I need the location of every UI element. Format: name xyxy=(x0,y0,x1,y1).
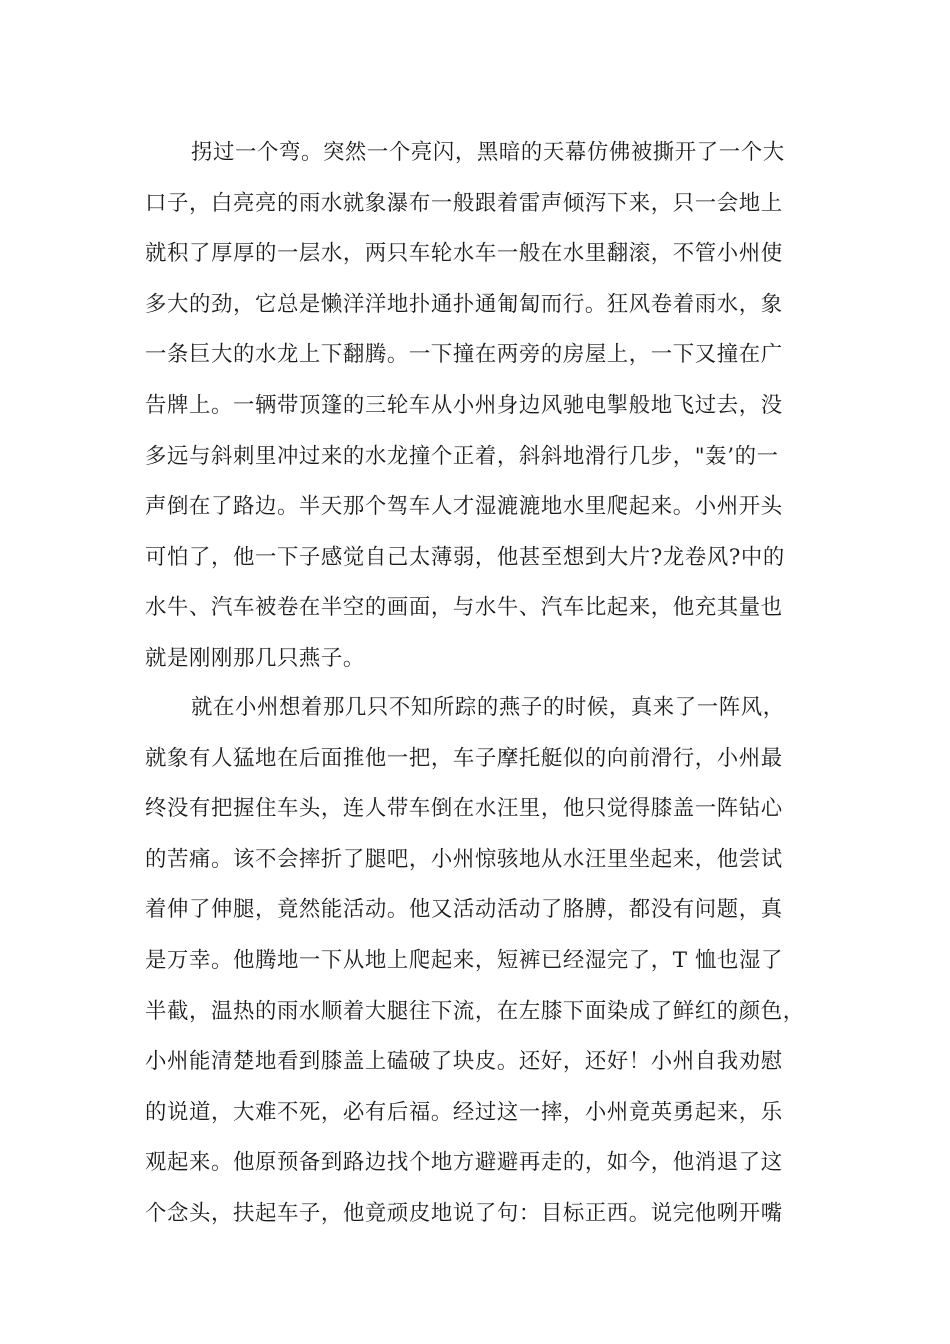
text-line: 个念头，扶起车子，他竟顽皮地说了句：目标正西。说完他咧开嘴 xyxy=(145,1200,783,1226)
text-line: 的说道，大难不死，必有后福。经过这一摔，小州竟英勇起来，乐 xyxy=(145,1099,783,1125)
text-line: 半截，温热的雨水顺着大腿往下流，在左膝下面染成了鲜红的颜色， xyxy=(145,998,805,1024)
paragraph-1 xyxy=(145,128,835,685)
text-line: 声倒在了路边。半天那个驾车人才湿漉漉地水里爬起来。小州开头 xyxy=(145,494,783,520)
text-line: 就是刚刚那几只燕子。 xyxy=(145,645,365,671)
text-line: 就象有人猛地在后面推他一把，车子摩托艇似的向前滑行，小州最 xyxy=(145,745,783,771)
text-line: 可怕了，他一下子感觉自己太薄弱，他甚至想到大片?龙卷风?中的 xyxy=(145,544,785,570)
text-line: 多大的劲，它总是懒洋洋地扑通扑通匍匐而行。狂风卷着雨水，象 xyxy=(145,291,783,317)
text-line: 一条巨大的水龙上下翻腾。一下撞在两旁的房屋上，一下又撞在广 xyxy=(145,342,783,368)
text-line: 小州能清楚地看到膝盖上磕破了块皮。还好，还好！小州自我劝慰 xyxy=(145,1049,783,1075)
text-line: 拐过一个弯。突然一个亮闪，黑暗的天幕仿佛被撕开了一个大 xyxy=(191,140,785,165)
text-line: 是万幸。他腾地一下从地上爬起来，短裤已经湿完了，T 恤也湿了 xyxy=(145,947,784,973)
text-line: 告牌上。一辆带顶篷的三轮车从小州身边风驰电掣般地飞过去，没 xyxy=(145,392,783,418)
text-line: 就在小州想着那几只不知所踪的燕子的时候，真来了一阵风， xyxy=(191,695,785,720)
text-line: 着伸了伸腿，竟然能活动。他又活动活动了胳膊，都没有问题，真 xyxy=(145,897,783,923)
text-line: 就积了厚厚的一层水，两只车轮水车一般在水里翻滚，不管小州使 xyxy=(145,241,783,267)
text-line: 的苦痛。该不会摔折了腿吧，小州惊骇地从水汪里坐起来，他尝试 xyxy=(145,846,783,872)
text-line: 水牛、汽车被卷在半空的画面，与水牛、汽车比起来，他充其量也 xyxy=(145,595,783,621)
text-line: 口子，白亮亮的雨水就象瀑布一般跟着雷声倾泻下来，只一会地上 xyxy=(145,190,783,216)
text-line: 观起来。他原预备到路边找个地方避避再走的，如今，他消退了这 xyxy=(145,1150,783,1176)
paragraph-2 xyxy=(145,683,835,1240)
text-line: 终没有把握住车头，连人带车倒在水汪里，他只觉得膝盖一阵钻心 xyxy=(145,796,783,822)
text-line: 多远与斜刺里冲过来的水龙撞个正着，斜斜地滑行几步，"轰’的一 xyxy=(145,443,779,469)
